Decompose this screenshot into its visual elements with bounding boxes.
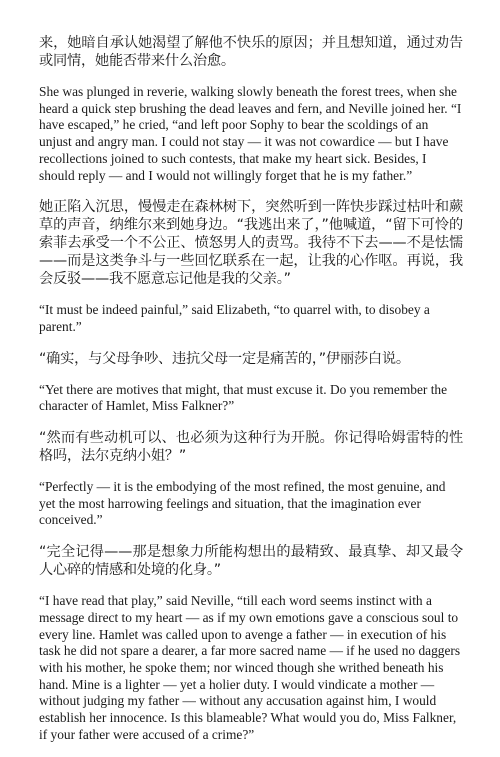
paragraph-en-3: “Yet there are motives that might, that must excuse it. Do you remember the character of Hamlet, Miss Falkner?” xyxy=(39,381,448,414)
document-page xyxy=(39,34,463,757)
paragraph-zh-3: “确实，与父母争吵、违抗父母一定是痛苦的，”伊丽莎白说。 xyxy=(39,350,410,367)
paragraph-en-1: She was plunged in reverie, walking slowly beneath the forest trees, when she heard a quick step brushing the dead leaves and fern, and Neville joined her. “I have escaped,” he cried, “and left poor Sophy to bear the scoldings of an unjust and angry man. I could not stay — it was not cowardice — but I have recollections joined to such contests, that make my heart sick. Besides, I should reply — and I would not willingly forget that he is my father.” xyxy=(39,84,462,183)
paragraph-en-2: “It must be indeed painful,” said Elizabeth, “to quarrel with, to disobey a parent.” xyxy=(39,302,430,334)
paragraph-zh-2: 她正陷入沉思，慢慢走在森林树下，突然听到一阵快步踩过枯叶和蕨草的声音，纳维尔来到她身边。“我逃出来了，”他喊道，“留下可怜的索菲去承受一个不公正、愤怒男人的责骂。我待不下去——不是怯懦——而是这类争斗与一些回忆联系在一起，让我的心作呕。再说，我会反驳——我不愿意忘记他是我的父亲。” xyxy=(39,199,463,288)
paragraph-zh-5: “完全记得——那是想象力所能构想出的最精致、最真挚、却又最令人心碎的情感和处境的化身。” xyxy=(39,544,463,579)
paragraph-en-5: “I have read that play,” said Neville, “till each word seems instinct with a message direct to my heart — as if my own emotions gave a conscious soul to every line. Hamlet was called upon to avenge a father — in execution of his task he did not spare a dearer, a far more sacred name — if he used no daggers with his mother, he spoke them; nor winced though she writhed beneath his hand. Mine is a lighter — yet a holier duty. I would vindicate a mother — without judging my father — without any accusation against him, I would establish her innocence. Is this blameable? What would you do, Miss Falkner, if your father were accused of a crime?” xyxy=(39,593,461,742)
paragraph-zh-4: “然而有些动机可以、也必须为这种行为开脱。你记得哈姆雷特的性格吗，法尔克纳小姐？” xyxy=(39,430,463,465)
paragraph-zh-1: 来，她暗自承认她渴望了解他不快乐的原因；并且想知道，通过劝告或同情，她能否带来什么治愈。 xyxy=(39,35,463,69)
paragraph-en-4: “Perfectly — it is the embodying of the most refined, the most genuine, and yet the most harrowing feelings and situation, that the imagination ever conceived.” xyxy=(39,479,446,528)
